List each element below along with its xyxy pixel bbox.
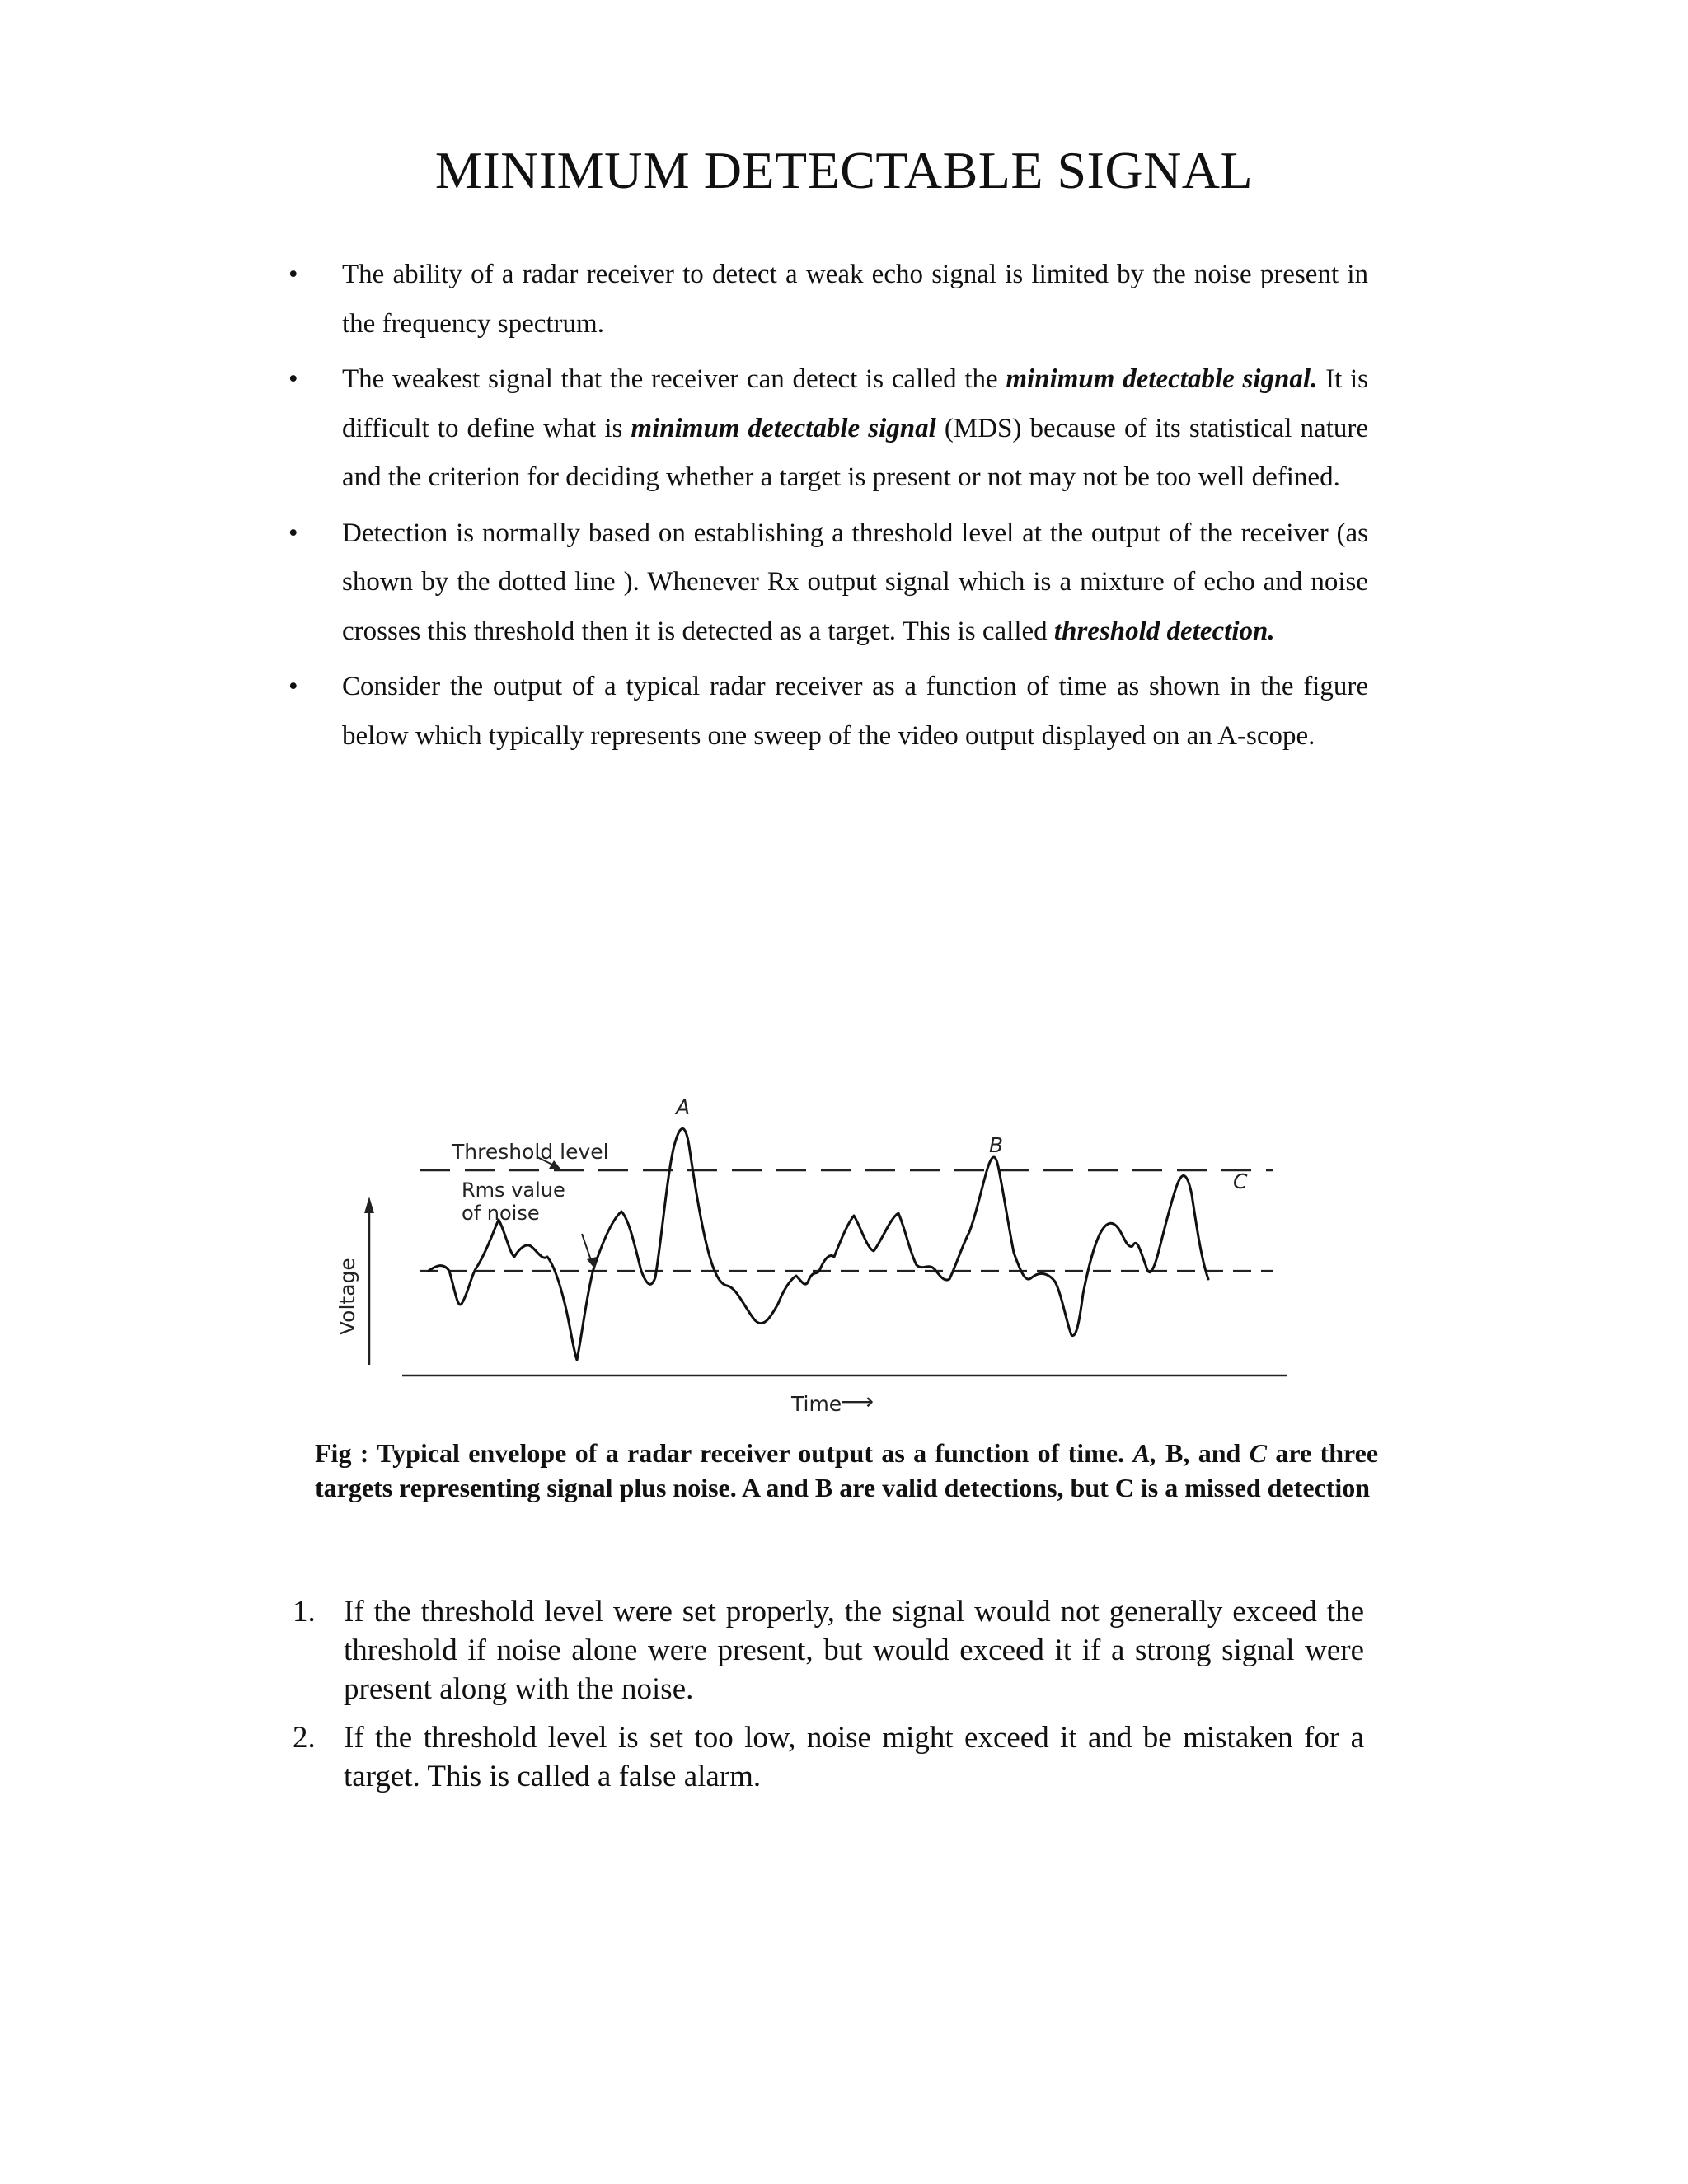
bullet-text: It is difficult to define what is xyxy=(342,364,1368,443)
bullet-emphasis: minimum detectable signal xyxy=(631,413,936,443)
bullet-emphasis: minimum detectable signal. xyxy=(1006,364,1318,394)
bullet-item xyxy=(288,355,1368,503)
bullet-list xyxy=(288,251,1368,767)
bullet-item xyxy=(288,509,1368,657)
rms-label-line2: of noise xyxy=(462,1202,540,1225)
item-text: If the threshold level is set too low, noise might exceed it and be mistaken for a target. This is called a false alarm. xyxy=(344,1721,1364,1793)
signal-figure xyxy=(330,1088,1319,1418)
x-axis-label: Time xyxy=(791,1392,842,1416)
rms-pointer-arrow-icon xyxy=(587,1257,597,1269)
target-b-label: B xyxy=(989,1133,1004,1157)
target-a-label: A xyxy=(676,1095,691,1119)
bullet-text: The ability of a radar receiver to detect a weak echo signal is limited by the noise present in the frequency spectrum. xyxy=(342,260,1368,339)
numbered-item xyxy=(293,1718,1364,1796)
numbered-item xyxy=(293,1592,1364,1708)
bullet-marker: • xyxy=(288,672,298,701)
bullet-text: Detection is normally based on establishing a threshold level at the output of the receiver (as shown by the dotted line ). Whenever Rx output signal which is a mixture of echo and noise crosses this threshold then it is detected as a target. This is called xyxy=(342,518,1368,646)
caption-text: B, and xyxy=(1156,1438,1250,1468)
caption-target-a: A, xyxy=(1132,1438,1157,1468)
bullet-marker: • xyxy=(288,260,298,289)
caption-text: Fig : Typical envelope of a radar receiver output as a function of time. xyxy=(315,1438,1133,1468)
bullet-marker: • xyxy=(288,518,298,548)
y-axis-label: Voltage xyxy=(335,1258,359,1335)
item-number: 1. xyxy=(293,1595,316,1629)
threshold-label: Threshold level xyxy=(452,1140,609,1164)
caption-text: are three targets representing signal plus noise. A and B are valid detections, but C is a missed detection xyxy=(315,1438,1379,1502)
x-axis-arrow-icon: ⟶ xyxy=(841,1388,874,1415)
voltage-arrow-icon xyxy=(364,1197,374,1213)
figure-caption xyxy=(315,1436,1378,1505)
bullet-marker: • xyxy=(288,364,298,394)
bullet-item xyxy=(288,663,1368,761)
bullet-item xyxy=(288,251,1368,349)
bullet-text: Consider the output of a typical radar receiver as a function of time as shown in the figure below which typically represents one sweep of the video output displayed on an A-scope. xyxy=(342,672,1368,751)
numbered-list xyxy=(293,1592,1364,1806)
rms-label-line1: Rms value xyxy=(462,1179,565,1202)
caption-target-c: C xyxy=(1249,1438,1268,1468)
bullet-text: The weakest signal that the receiver can detect is called the xyxy=(342,364,1006,394)
page-title: MINIMUM DETECTABLE SIGNAL xyxy=(434,141,1254,199)
signal-diagram xyxy=(330,1088,1319,1418)
bullet-emphasis: threshold detection. xyxy=(1053,616,1275,646)
rms-pointer xyxy=(582,1234,592,1263)
item-text: If the threshold level were set properly, the signal would not generally exceed the threshold if noise alone were present, but would exceed it if a strong signal were present along with the noise. xyxy=(344,1595,1364,1706)
target-c-label: C xyxy=(1233,1169,1248,1193)
item-number: 2. xyxy=(293,1721,316,1755)
bullet-text: (MDS) because of its statistical nature and the criterion for deciding whether a target is present or not may not be too well defined. xyxy=(342,413,1368,492)
